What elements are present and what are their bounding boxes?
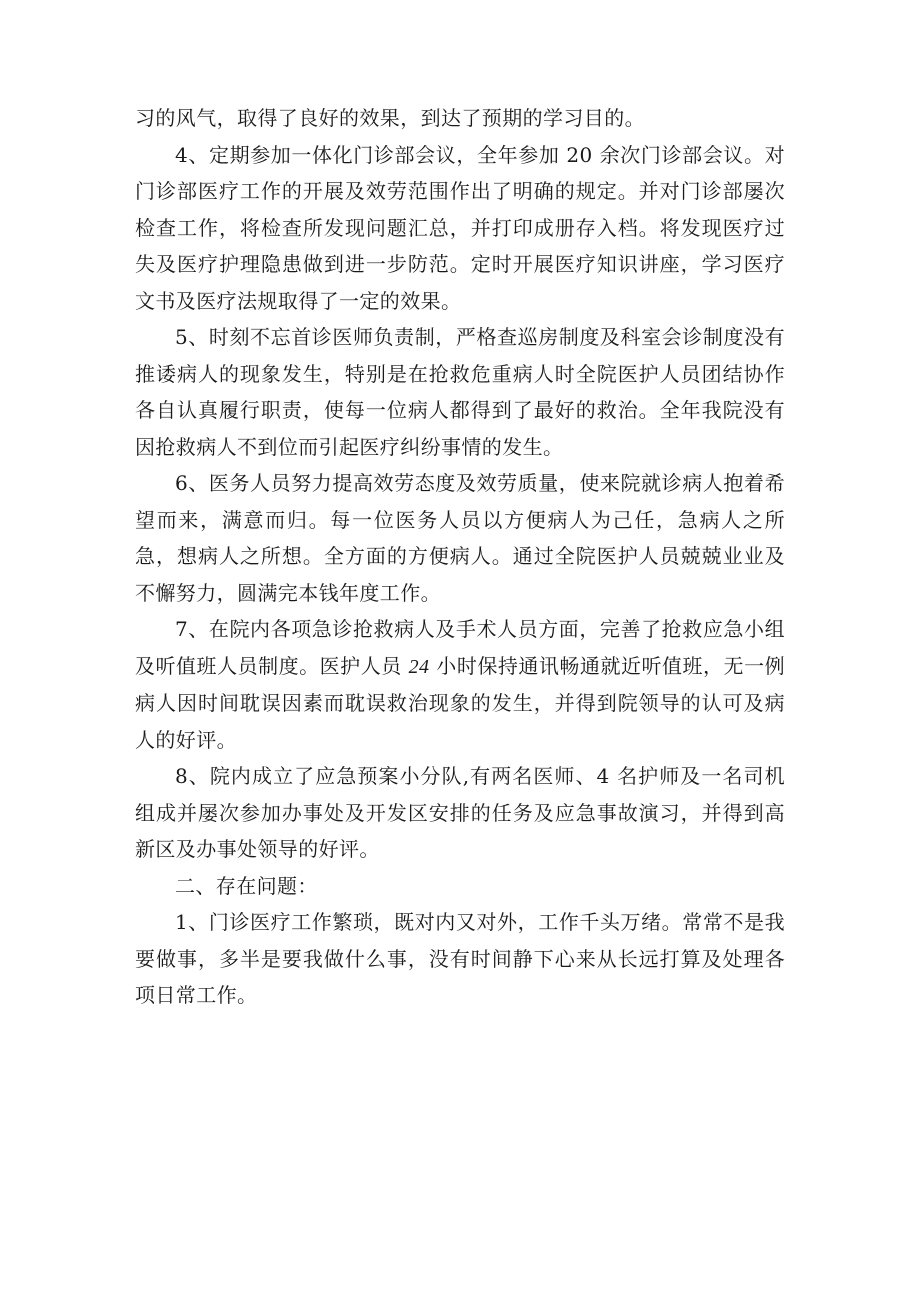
paragraph-item-7 <box>135 611 785 758</box>
paragraph-continuation: 习的风气，取得了良好的效果，到达了预期的学习目的。 <box>135 106 645 130</box>
paragraph-item-7-hours-value: 24 <box>408 655 430 678</box>
paragraph-item-4: 4、定期参加一体化门诊部会议，全年参加 20 余次门诊部会议。对门诊部医疗工作的开展及效劳范围作出了明确的规定。并对门诊部屡次检查工作，将检查所发现问题汇总，并打印成册存入档。将发现医疗过失及医疗护理隐患做到进一步防范。定时开展医疗知识讲座，学习医疗文书及医疗法规取得了一定的效果。 <box>135 142 785 313</box>
paragraph-item-7-text-after: 小时保持通讯畅通就近听值班，无一例病人因时间耽误因素而耽误救治现象的发生，并得到院领导的认可及病人的好评。 <box>135 653 785 752</box>
paragraph-item-6: 6、医务人员努力提高效劳态度及效劳质量，使来院就诊病人抱着希望而来，满意而归。每一位医务人员以方便病人为己任，急病人之所急，想病人之所想。全方面的方便病人。通过全院医护人员兢兢业业及不懈努力，圆满完本钱年度工作。 <box>135 471 785 605</box>
paragraph-item-5: 5、时刻不忘首诊医师负责制，严格查巡房制度及科室会诊制度没有推诿病人的现象发生，特别是在抢救危重病人时全院医护人员团结协作各自认真履行职责，使每一位病人都得到了最好的救治。全年我院没有因抢救病人不到位而引起医疗纠纷事情的发生。 <box>135 325 785 459</box>
paragraph-problem-1: 1、门诊医疗工作繁琐，既对内又对外，工作千头万绪。常常不是我要做事，多半是要我做什么事，没有时间静下心来从长远打算及处理各项日常工作。 <box>135 910 785 1007</box>
document-body <box>135 100 785 1014</box>
section-heading-problems: 二、存在问题： <box>175 873 318 898</box>
paragraph-item-8: 8、院内成立了应急预案小分队,有两名医师、4 名护师及一名司机组成并屡次参加办事处及开发区安排的任务及应急事故演习，并得到高新区及办事处领导的好评。 <box>135 764 785 861</box>
paragraph-item-7-text-before: 7、在院内各项急诊抢救病人及手术人员方面，完善了抢救应急小组及听值班人员制度。医护人员 <box>135 617 785 678</box>
